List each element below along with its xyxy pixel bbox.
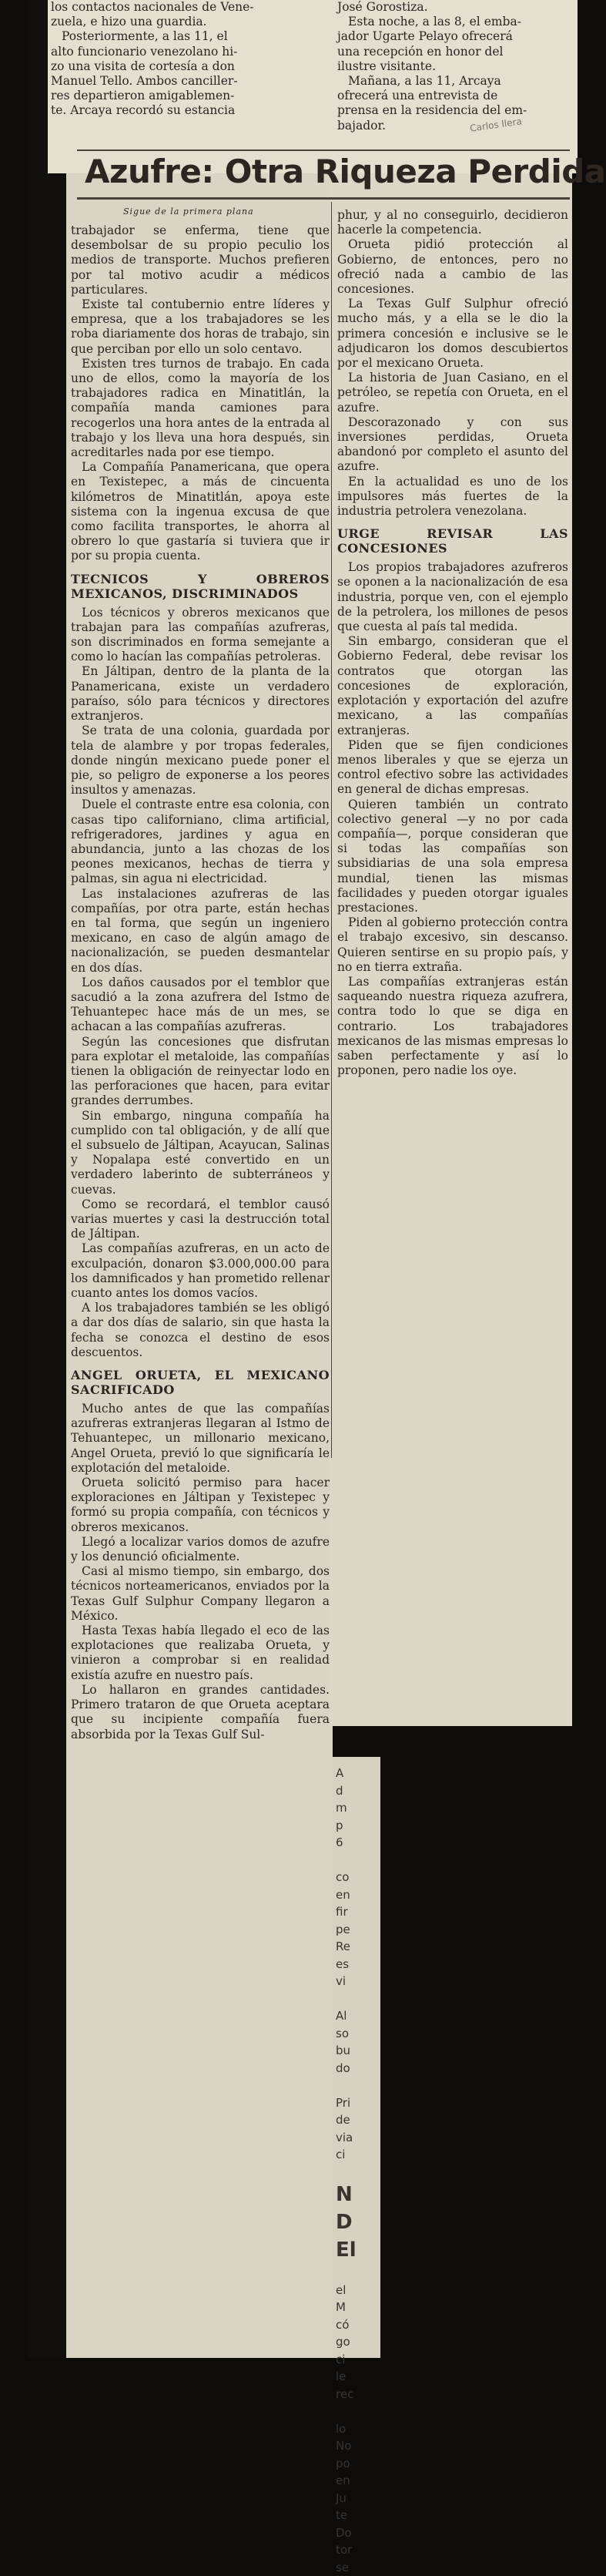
fragment	[336, 2077, 379, 2094]
top-left-line: los contactos nacionales de Vene-	[51, 0, 328, 15]
top-right-line: ofrecerá una entrevista de	[337, 89, 568, 103]
paragraph: Sin embargo, ninguna compañía ha cumplido con tal obligación, y de allí que el subsuelo de Jáltipan, Acayucan, Salinas y Nopalapa esté convertido en un verdadero laberinto de subterráneos y cuevas.	[71, 1109, 330, 1197]
fragment: Re	[336, 1938, 379, 1956]
paragraph: La Texas Gulf Sulphur ofreció mucho más, y a ella se le dio la primera concesión e inclusive se le adjudicaron los domos descubiertos por el mexicano Orueta.	[337, 297, 568, 371]
headline-bottom-rule	[77, 197, 570, 200]
paragraph: Mucho antes de que las compañías azufreras extranjeras llegaran al Istmo de Tehuantepec, un millonario mexicano, Angel Orueta, previó lo que significaría le explotación del metaloide.	[71, 1402, 330, 1476]
paragraph: La Compañía Panamericana, que opera en Texistepec, a más de cincuenta kilómetros de Minatitlán, apoya este sistema con la ingenua excusa de que como facilita transportes, le ahorra al obrero lo que gastaría si tuviera que ir por su propia cuenta.	[71, 460, 330, 563]
paragraph: En Jáltipan, dentro de la planta de la Panamericana, existe un verdadero paraíso, sólo para técnicos y directores extranjeros.	[71, 664, 330, 724]
headline-top-rule	[77, 149, 570, 151]
paragraph: La historia de Juan Casiano, en el petróleo, se repetía con Orueta, en el azufre.	[337, 371, 568, 415]
paragraph: Las instalaciones azufreras de las compañías, por otra parte, están hechas en tal forma, que según un ingeniero mexicano, en caso de algún amago de nacionalización, se pueden desmantelar en dos días.	[71, 887, 330, 976]
fragment: A	[336, 1765, 379, 1782]
fragment: M	[336, 2299, 379, 2316]
fragment: vi	[336, 1973, 379, 1990]
fragment: se	[336, 2559, 379, 2576]
fragment: de	[336, 2111, 379, 2129]
top-right-line: prensa en la residencia del em-	[337, 103, 568, 118]
fragment	[336, 2164, 379, 2181]
fragment: bu	[336, 2042, 379, 2060]
subheading-urge-revisar: URGE REVISAR LAS CONCESIONES	[337, 526, 568, 556]
paragraph: Orueta pidió protección al Gobierno, de entonces, pero no ofreció nada a cambio de las concesiones.	[337, 237, 568, 297]
fragment: 6	[336, 1834, 379, 1852]
top-right-line: José Gorostiza.	[337, 0, 568, 15]
paragraph: Existen tres turnos de trabajo. En cada uno de ellos, como la mayoría de los trabajadores radica en Minatitlán, la compañía manda camiones para recogerlos una hora antes de la entrada al trabajo y los lleva una hora después, sin acreditarles nada por ese tiempo.	[71, 357, 330, 460]
fragment: en	[336, 1886, 379, 1904]
fragment: lo	[336, 2420, 379, 2438]
paragraph: trabajador se enferma, tiene que desembolsar de su propio peculio los medios de transporte. Muchos prefieren por tal motivo acudir a médicos particulares.	[71, 223, 330, 297]
subheading-tecnicos: TECNICOS Y OBREROS MEXICANOS, DISCRIMINADOS	[71, 572, 330, 601]
fragment: do	[336, 2060, 379, 2077]
paragraph: Como se recordará, el temblor causó varias muertes y casi la destrucción total de Jáltipan.	[71, 1197, 330, 1242]
fragment: en	[336, 2472, 379, 2490]
fragment: pe	[336, 1921, 379, 1939]
paragraph: Existe tal contubernio entre líderes y empresa, que a los trabajadores se les roba diariamente dos horas de trabajo, sin que perciban por ello un solo centavo.	[71, 297, 330, 357]
paragraph: Hasta Texas había llegado el eco de las explotaciones que realizaba Orueta, y vinieron a comprobar si en realidad existía azufre en nuestro país.	[71, 1624, 330, 1683]
fragment: Ju	[336, 2490, 379, 2507]
paragraph: Quieren también un contrato colectivo general —y no por cada compañía—, porque consideran que si todas las compañías son subsidiarias de una sola empresa mundial, tienen las mismas facilidades y pueden otorgar iguales prestaciones.	[337, 798, 568, 916]
paragraph: Llegó a localizar varios domos de azufre y los denunció oficialmente.	[71, 1535, 330, 1564]
handwritten-signature: Carlos Ilera	[469, 116, 522, 133]
fragment: rec	[336, 2386, 379, 2403]
fragment: el	[336, 2282, 379, 2299]
scan-dark-edge	[28, 0, 66, 2358]
fragment: via	[336, 2129, 379, 2147]
paragraph: A los trabajadores también se les obligó a dar dos días de salario, sin que hasta la fecha se conozca el destino de esos descuentos.	[71, 1301, 330, 1360]
top-left-line: Manuel Tello. Ambos canciller-	[51, 74, 328, 89]
fragment	[336, 2264, 379, 2282]
paragraph: Orueta solicitó permiso para hacer exploraciones en Jáltipan y Texistepec y formó su propia compañía, con técnicos y obreros mexicanos.	[71, 1476, 330, 1535]
paragraph: Se trata de una colonia, guardada por tela de alambre y por tropas federales, donde ningún mexicano puede poner el pie, so peligro de exponerse a los peores insultos y amenazas.	[71, 724, 330, 798]
fragment: go	[336, 2333, 379, 2351]
top-right-line: Mañana, a las 11, Arcaya	[337, 74, 568, 89]
paragraph: Las compañías extranjeras están saqueando nuestra riqueza azufrera, contra todo lo que se diga en contrario. Los trabajadores mexicanos de las mismas empresas lo saben perfectamente y así lo proponen, pero nadie los oye.	[337, 975, 568, 1078]
subheading-orueta: ANGEL ORUETA, EL MEXICANO SACRIFICADO	[71, 1368, 330, 1397]
fragment: le	[336, 2368, 379, 2386]
paragraph: Los propios trabajadores azufreros se oponen a la nacionalización de esa industria, porque ven, con el ejemplo de la petrolera, los millones de pesos que cuesta al país tal medida.	[337, 560, 568, 634]
paragraph: Los técnicos y obreros mexicanos que trabajan para las compañías azufreras, son discriminados en forma semejante a como lo hacían las compañías petroleras.	[71, 606, 330, 665]
fragment-large: D	[336, 2208, 379, 2236]
paragraph: Piden que se fijen condiciones menos liberales y que se ejerza un control efectivo sobre las actividades en general de dichas empresas.	[337, 738, 568, 798]
continuation-note: Sigue de la primera plana	[123, 207, 254, 217]
fragment: Pri	[336, 2094, 379, 2112]
headline: Azufre: Otra Riqueza Perdida	[85, 153, 606, 190]
top-left-fragment	[51, 0, 328, 119]
fragment: m	[336, 1799, 379, 1817]
paragraph: Lo hallaron en grandes cantidades. Primero trataron de que Orueta aceptara que su incipiente compañía fuera absorbida por la Texas Gulf Sul-	[71, 1683, 330, 1742]
paragraph: En la actualidad es uno de los impulsores más fuertes de la industria petrolera venezolana.	[337, 475, 568, 519]
fragment: ci	[336, 2351, 379, 2369]
top-left-line: zuela, e hizo una guardia.	[51, 15, 328, 29]
paragraph: Las compañías azufreras, en un acto de exculpación, donaron $3.000,000.00 para los damnificados y han prometido rellenar cuanto antes los domos vacíos.	[71, 1241, 330, 1301]
fragment: tor	[336, 2541, 379, 2559]
fragment	[336, 1852, 379, 1869]
top-right-line: una recepción en honor del	[337, 45, 568, 59]
top-left-line: zo una visita de cortesía a don	[51, 59, 328, 74]
fragment: te	[336, 2507, 379, 2524]
cutoff-strip-fragments	[336, 1765, 379, 2576]
column-divider	[331, 202, 332, 1458]
fragment: so	[336, 2025, 379, 2043]
paragraph: Descorazonado y con sus inversiones perdidas, Orueta abandonó por completo el asunto del azufre.	[337, 415, 568, 475]
article-right-column	[337, 208, 568, 1078]
article-left-column	[71, 223, 330, 1742]
top-left-line: alto funcionario venezolano hi-	[51, 45, 328, 59]
paragraph: Duele el contraste entre esa colonia, con casas tipo californiano, clima artificial, refrigeradores, jardines y agua en abundancia, junto a las chozas de los peones mexicanos, hechas de tierra y palmas, sin agua ni electricidad.	[71, 798, 330, 886]
paragraph: Casi al mismo tiempo, sin embargo, dos técnicos norteamericanos, enviados por la Texas Gulf Sulphur Company llegaron a México.	[71, 1564, 330, 1624]
fragment: fir	[336, 1903, 379, 1921]
fragment: có	[336, 2316, 379, 2334]
paragraph: Sin embargo, consideran que el Gobierno Federal, debe revisar los contratos que otorgan las concesiones de exploración, explotación y exportación del azufre mexicano, a las compañías extranjeras.	[337, 634, 568, 737]
fragment: es	[336, 1956, 379, 1973]
fragment	[336, 2403, 379, 2420]
top-right-fragment	[337, 0, 568, 133]
top-left-line: Posteriormente, a las 11, el	[51, 29, 328, 44]
top-right-line: jador Ugarte Pelayo ofrecerá	[337, 29, 568, 44]
top-left-line: res departieron amigablemen-	[51, 89, 328, 103]
fragment-large: N	[336, 2181, 379, 2208]
fragment: po	[336, 2455, 379, 2473]
fragment: p	[336, 1817, 379, 1835]
fragment: d	[336, 1782, 379, 1800]
fragment: co	[336, 1869, 379, 1886]
fragment: Do	[336, 2524, 379, 2542]
fragment-large: El	[336, 2236, 379, 2264]
fragment: Al	[336, 2007, 379, 2025]
paragraph: Según las concesiones que disfrutan para explotar el metaloide, las compañías tienen la obligación de reinyectar lodo en las perforaciones que hacen, para evitar grandes derrumbes.	[71, 1035, 330, 1109]
top-right-line: ilustre visitante.	[337, 59, 568, 74]
top-right-line: bajador.	[337, 119, 568, 133]
fragment: ci	[336, 2146, 379, 2164]
top-left-line: te. Arcaya recordó su estancia	[51, 103, 328, 118]
top-right-line: Esta noche, a las 8, el emba-	[337, 15, 568, 29]
paragraph: Los daños causados por el temblor que sacudió a la zona azufrera del Istmo de Tehuantepec hace más de un mes, se achacan a las compañías azufreras.	[71, 976, 330, 1035]
paragraph: phur, y al no conseguirlo, decidieron hacerle la competencia.	[337, 208, 568, 237]
fragment	[336, 1990, 379, 2008]
fragment: No	[336, 2437, 379, 2455]
paragraph: Piden al gobierno protección contra el trabajo excesivo, sin descanso. Quieren sentirse en su propio país, y no en tierra extraña.	[337, 915, 568, 975]
